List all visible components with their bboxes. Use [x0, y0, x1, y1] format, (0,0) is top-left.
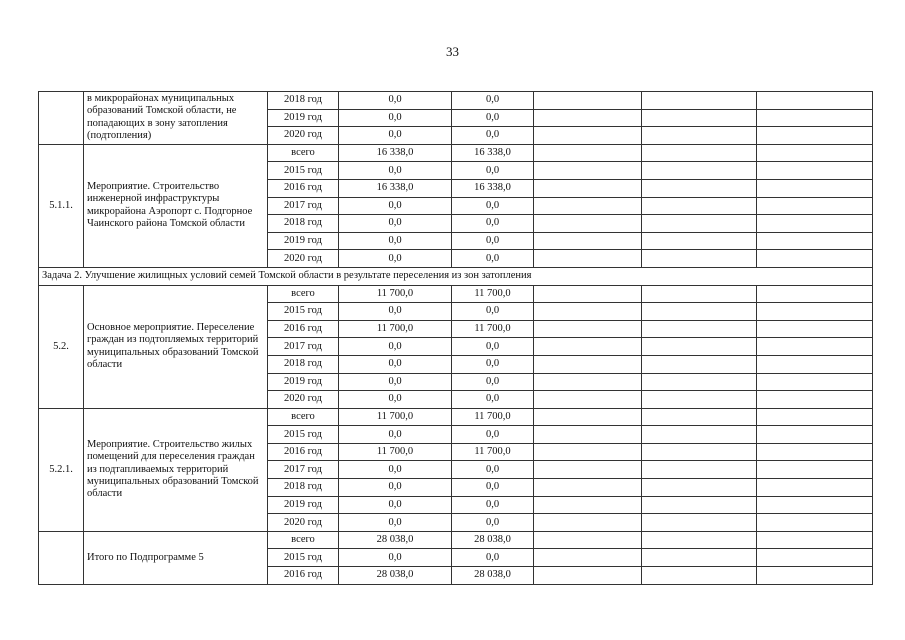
empty-cell [642, 567, 757, 585]
period-cell: 2016 год [268, 443, 339, 461]
empty-cell [642, 232, 757, 250]
period-cell: 2016 год [268, 179, 339, 197]
empty-cell [534, 250, 642, 268]
total-amount-cell: 28 038,0 [339, 531, 452, 549]
task-heading: Задача 2. Улучшение жилищных условий семей Томской области в результате переселения из зон затопления [39, 267, 873, 285]
total-amount-cell: 0,0 [339, 197, 452, 215]
total-amount-cell: 0,0 [339, 232, 452, 250]
total-amount-cell: 28 038,0 [339, 567, 452, 585]
empty-cell [534, 320, 642, 338]
period-cell: 2020 год [268, 391, 339, 409]
period-cell: всего [268, 144, 339, 162]
period-cell: 2017 год [268, 461, 339, 479]
budget-amount-cell: 16 338,0 [452, 179, 534, 197]
empty-cell [757, 391, 873, 409]
empty-cell [642, 338, 757, 356]
total-amount-cell: 0,0 [339, 355, 452, 373]
budget-amount-cell: 0,0 [452, 162, 534, 180]
budget-amount-cell: 11 700,0 [452, 443, 534, 461]
empty-cell [534, 531, 642, 549]
empty-cell [534, 479, 642, 497]
table-row [39, 408, 873, 426]
empty-cell [534, 109, 642, 127]
empty-cell [534, 197, 642, 215]
budget-amount-cell: 11 700,0 [452, 408, 534, 426]
budget-amount-cell: 0,0 [452, 496, 534, 514]
total-amount-cell: 0,0 [339, 338, 452, 356]
period-cell: 2018 год [268, 355, 339, 373]
empty-cell [757, 496, 873, 514]
empty-cell [534, 303, 642, 321]
period-cell: 2015 год [268, 303, 339, 321]
total-amount-cell: 0,0 [339, 303, 452, 321]
empty-cell [642, 285, 757, 303]
empty-cell [642, 373, 757, 391]
empty-cell [757, 285, 873, 303]
total-amount-cell: 0,0 [339, 109, 452, 127]
budget-amount-cell: 0,0 [452, 338, 534, 356]
empty-cell [534, 179, 642, 197]
empty-cell [642, 408, 757, 426]
empty-cell [642, 426, 757, 444]
empty-cell [757, 127, 873, 145]
empty-cell [757, 479, 873, 497]
total-amount-cell: 0,0 [339, 549, 452, 567]
empty-cell [534, 232, 642, 250]
budget-amount-cell: 0,0 [452, 92, 534, 110]
empty-cell [534, 338, 642, 356]
period-cell: 2015 год [268, 426, 339, 444]
budget-amount-cell: 0,0 [452, 549, 534, 567]
budget-amount-cell: 0,0 [452, 373, 534, 391]
empty-cell [757, 303, 873, 321]
total-amount-cell: 11 700,0 [339, 320, 452, 338]
empty-cell [757, 514, 873, 532]
item-name: Мероприятие. Строительство инженерной инфраструктуры микрорайона Аэропорт с. Подгорное Чаинского района Томской области [84, 144, 268, 267]
budget-amount-cell: 0,0 [452, 197, 534, 215]
empty-cell [757, 109, 873, 127]
empty-cell [757, 408, 873, 426]
total-amount-cell: 0,0 [339, 250, 452, 268]
empty-cell [534, 567, 642, 585]
empty-cell [534, 391, 642, 409]
empty-cell [642, 250, 757, 268]
budget-amount-cell: 0,0 [452, 215, 534, 233]
total-amount-cell: 0,0 [339, 391, 452, 409]
empty-cell [534, 215, 642, 233]
budget-amount-cell: 0,0 [452, 250, 534, 268]
period-cell: 2019 год [268, 373, 339, 391]
empty-cell [757, 215, 873, 233]
budget-amount-cell: 0,0 [452, 303, 534, 321]
empty-cell [642, 127, 757, 145]
item-number [39, 92, 84, 145]
budget-amount-cell: 16 338,0 [452, 144, 534, 162]
budget-amount-cell: 28 038,0 [452, 531, 534, 549]
period-cell: 2016 год [268, 320, 339, 338]
empty-cell [642, 144, 757, 162]
task-row [39, 267, 873, 285]
period-cell: всего [268, 285, 339, 303]
period-cell: 2020 год [268, 250, 339, 268]
budget-amount-cell: 11 700,0 [452, 285, 534, 303]
empty-cell [642, 197, 757, 215]
period-cell: 2015 год [268, 549, 339, 567]
period-cell: 2019 год [268, 109, 339, 127]
empty-cell [757, 567, 873, 585]
empty-cell [534, 443, 642, 461]
empty-cell [642, 92, 757, 110]
empty-cell [757, 250, 873, 268]
total-amount-cell: 16 338,0 [339, 179, 452, 197]
period-cell: 2019 год [268, 496, 339, 514]
empty-cell [534, 408, 642, 426]
empty-cell [534, 549, 642, 567]
empty-cell [534, 426, 642, 444]
empty-cell [757, 197, 873, 215]
period-cell: 2019 год [268, 232, 339, 250]
empty-cell [642, 391, 757, 409]
empty-cell [534, 285, 642, 303]
empty-cell [757, 232, 873, 250]
program-table [38, 91, 873, 585]
empty-cell [534, 461, 642, 479]
item-number: 5.2.1. [39, 408, 84, 531]
table-row [39, 92, 873, 110]
period-cell: 2018 год [268, 92, 339, 110]
total-amount-cell: 11 700,0 [339, 285, 452, 303]
table-body [39, 92, 873, 585]
table-row [39, 531, 873, 549]
empty-cell [534, 144, 642, 162]
empty-cell [757, 144, 873, 162]
total-amount-cell: 0,0 [339, 92, 452, 110]
item-number: 5.1.1. [39, 144, 84, 267]
empty-cell [534, 373, 642, 391]
budget-amount-cell: 28 038,0 [452, 567, 534, 585]
budget-amount-cell: 0,0 [452, 461, 534, 479]
empty-cell [757, 92, 873, 110]
total-amount-cell: 0,0 [339, 426, 452, 444]
period-cell: 2020 год [268, 127, 339, 145]
empty-cell [757, 461, 873, 479]
empty-cell [757, 320, 873, 338]
empty-cell [534, 92, 642, 110]
empty-cell [757, 549, 873, 567]
empty-cell [642, 531, 757, 549]
period-cell: 2018 год [268, 215, 339, 233]
total-amount-cell: 16 338,0 [339, 144, 452, 162]
table-row [39, 144, 873, 162]
empty-cell [642, 496, 757, 514]
budget-amount-cell: 0,0 [452, 232, 534, 250]
page-number: 33 [446, 44, 459, 59]
empty-cell [642, 355, 757, 373]
empty-cell [757, 443, 873, 461]
budget-amount-cell: 0,0 [452, 391, 534, 409]
budget-amount-cell: 0,0 [452, 109, 534, 127]
period-cell: всего [268, 531, 339, 549]
table-row [39, 285, 873, 303]
item-name: Мероприятие. Строительство жилых помещений для переселения граждан из подтапливаемых территорий муниципальных образований Томской области [84, 408, 268, 531]
empty-cell [642, 162, 757, 180]
empty-cell [642, 320, 757, 338]
empty-cell [757, 373, 873, 391]
empty-cell [757, 162, 873, 180]
empty-cell [642, 109, 757, 127]
item-name: в микрорайонах муниципальных образований Томской области, не попадающих в зону затопления (подтопления) [84, 92, 268, 145]
total-amount-cell: 0,0 [339, 127, 452, 145]
total-amount-cell: 11 700,0 [339, 408, 452, 426]
empty-cell [757, 338, 873, 356]
empty-cell [757, 531, 873, 549]
total-amount-cell: 0,0 [339, 514, 452, 532]
total-amount-cell: 0,0 [339, 162, 452, 180]
empty-cell [534, 496, 642, 514]
empty-cell [642, 179, 757, 197]
budget-amount-cell: 0,0 [452, 479, 534, 497]
budget-amount-cell: 11 700,0 [452, 320, 534, 338]
period-cell: 2020 год [268, 514, 339, 532]
budget-amount-cell: 0,0 [452, 127, 534, 145]
item-name: Основное мероприятие. Переселение граждан из подтопляемых территорий муниципальных образований Томской области [84, 285, 268, 408]
empty-cell [642, 461, 757, 479]
total-amount-cell: 0,0 [339, 496, 452, 514]
total-amount-cell: 0,0 [339, 373, 452, 391]
empty-cell [534, 355, 642, 373]
empty-cell [757, 179, 873, 197]
empty-cell [642, 514, 757, 532]
period-cell: 2015 год [268, 162, 339, 180]
period-cell: 2017 год [268, 197, 339, 215]
period-cell: всего [268, 408, 339, 426]
empty-cell [534, 514, 642, 532]
period-cell: 2017 год [268, 338, 339, 356]
period-cell: 2018 год [268, 479, 339, 497]
budget-amount-cell: 0,0 [452, 514, 534, 532]
budget-amount-cell: 0,0 [452, 355, 534, 373]
empty-cell [757, 355, 873, 373]
empty-cell [757, 426, 873, 444]
total-amount-cell: 0,0 [339, 479, 452, 497]
empty-cell [642, 215, 757, 233]
total-amount-cell: 0,0 [339, 215, 452, 233]
empty-cell [642, 443, 757, 461]
empty-cell [642, 479, 757, 497]
item-number: 5.2. [39, 285, 84, 408]
item-name: Итого по Подпрограмме 5 [84, 531, 268, 584]
total-amount-cell: 0,0 [339, 461, 452, 479]
empty-cell [534, 127, 642, 145]
total-amount-cell: 11 700,0 [339, 443, 452, 461]
empty-cell [642, 303, 757, 321]
budget-amount-cell: 0,0 [452, 426, 534, 444]
empty-cell [642, 549, 757, 567]
period-cell: 2016 год [268, 567, 339, 585]
item-number [39, 531, 84, 584]
empty-cell [534, 162, 642, 180]
